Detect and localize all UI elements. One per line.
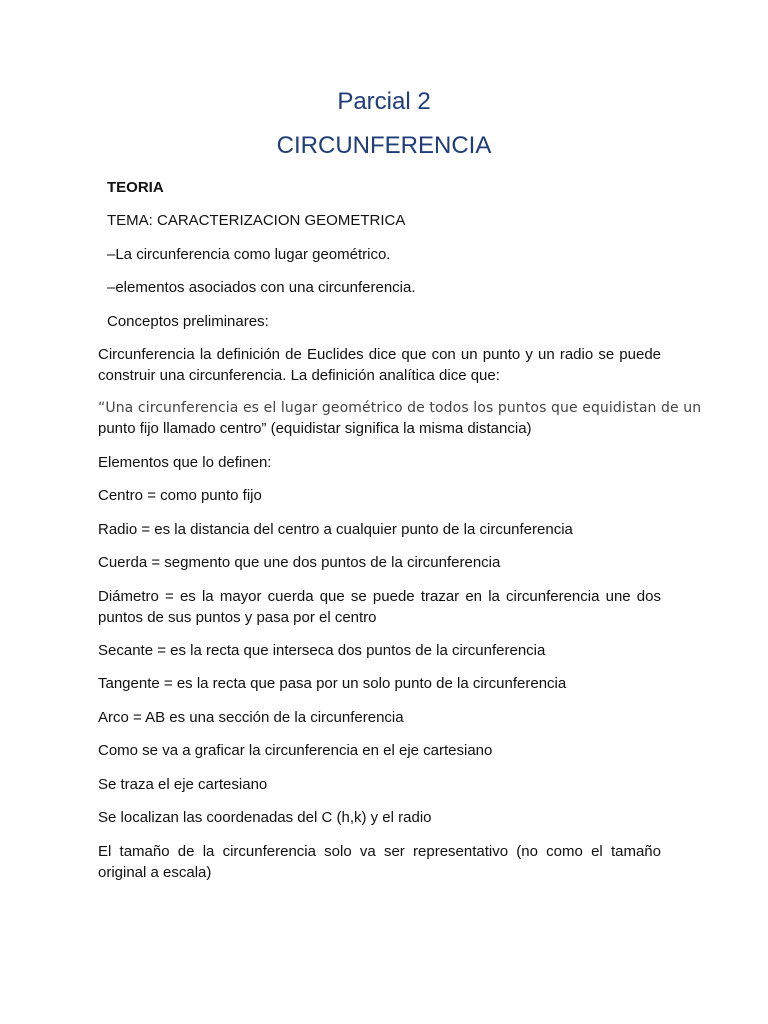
quote-line-2: punto fijo llamado centro” (equidistar significa la misma distancia) (98, 420, 532, 437)
def-centro: Centro = como punto fijo (98, 487, 262, 504)
graficar-line: Como se va a graficar la circunferencia en el eje cartesiano (98, 742, 493, 759)
def-arco: Arco = AB es una sección de la circunferencia (98, 709, 404, 726)
bullet-elementos-asociados: –elementos asociados con una circunferencia. (107, 279, 416, 296)
page-subtitle: CIRCUNFERENCIA (276, 132, 492, 159)
def-radio: Radio = es la distancia del centro a cualquier punto de la circunferencia (98, 521, 573, 538)
quote-line-1: “Una circunferencia es el lugar geométrico de todos los puntos que equidistan de un (98, 400, 702, 416)
coordenadas-line: Se localizan las coordenadas del C (h,k) y el radio (98, 809, 432, 826)
paragraph-euclides: Circunferencia la definición de Euclides dice que con un punto y un radio se puede construir una circunferencia. La definición analítica dice que: (98, 346, 661, 384)
eje-line: Se traza el eje cartesiano (98, 776, 268, 793)
def-secante: Secante = es la recta que interseca dos puntos de la circunferencia (98, 642, 546, 659)
page-title: Parcial 2 (337, 88, 431, 115)
def-diametro: Diámetro = es la mayor cuerda que se puede trazar en la circunferencia une dos puntos de sus puntos y pasa por el centro (98, 588, 661, 626)
conceptos-preliminares: Conceptos preliminares: (107, 313, 269, 330)
tamano-paragraph: El tamaño de la circunferencia solo va ser representativo (no como el tamaño original a escala) (98, 843, 661, 881)
bullet-lugar-geometrico: –La circunferencia como lugar geométrico. (107, 246, 391, 263)
tema-line: TEMA: CARACTERIZACION GEOMETRICA (107, 212, 406, 229)
def-cuerda: Cuerda = segmento que une dos puntos de la circunferencia (98, 554, 501, 571)
section-heading-teoria: TEORIA (107, 179, 164, 196)
def-tangente: Tangente = es la recta que pasa por un solo punto de la circunferencia (98, 675, 567, 692)
elementos-heading: Elementos que lo definen: (98, 454, 272, 471)
